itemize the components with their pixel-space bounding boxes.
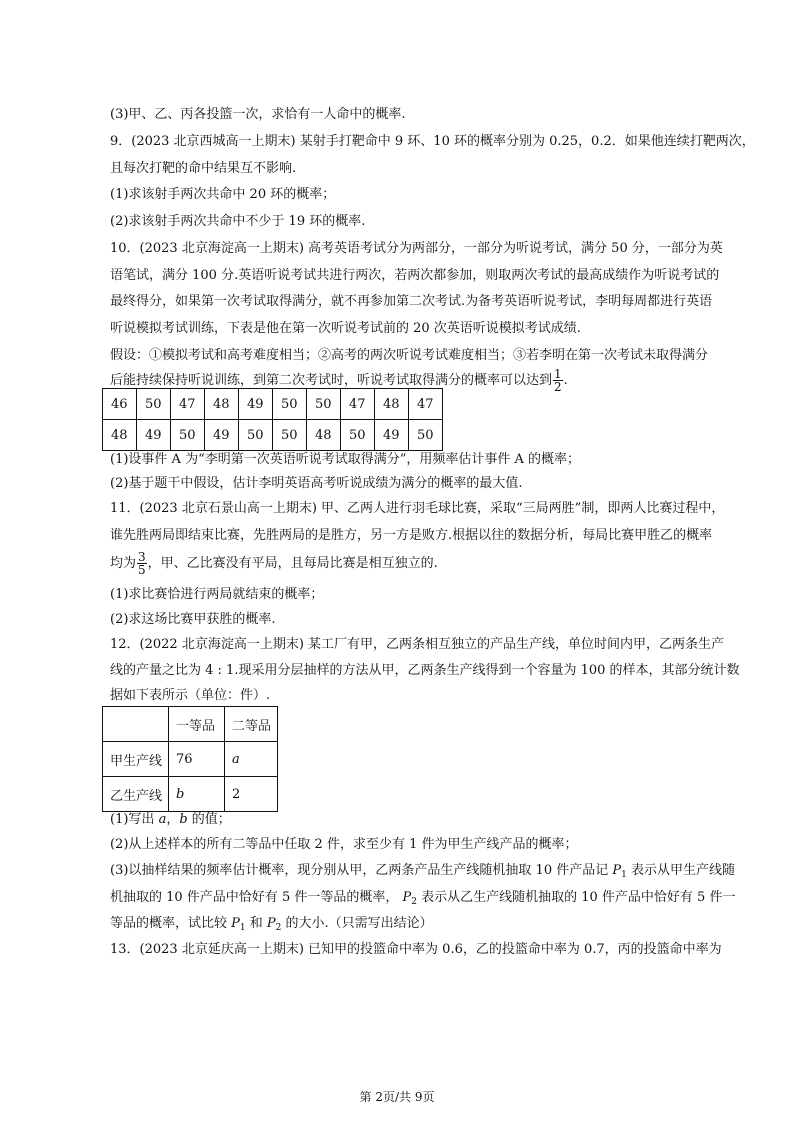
text-line: 听说模拟考试训练，下表是他在第一次听说考试前的 20 次英语听说模拟考试成绩. [110, 321, 581, 336]
table-cell: 50 [307, 389, 341, 420]
text-line [110, 811, 231, 829]
table-cell: a [225, 742, 278, 777]
text-line [110, 915, 433, 937]
table-cell: 49 [375, 420, 409, 451]
variable-p: P [402, 890, 412, 905]
table-header-row [103, 707, 278, 742]
table-cell: 50 [409, 420, 443, 451]
subscript: 2 [275, 923, 282, 933]
text-span: 表示从乙生产线随机抽取的 10 件产品中恰好有 5 件一 [416, 890, 736, 905]
fraction-numerator: 1 [554, 367, 562, 381]
table-cell: 49 [137, 420, 171, 451]
table-row [103, 777, 278, 812]
table-cell: 50 [239, 420, 273, 451]
text-span: 和 [245, 916, 267, 931]
text-span: . [563, 373, 568, 388]
text-line: 谁先胜两局即结束比赛，先胜两局的是胜方，另一方是败方.根据以往的数据分析，每局比赛甲胜乙的概率 [110, 528, 713, 543]
fraction-denominator: 2 [554, 380, 562, 394]
text-line: (3)甲、乙、丙各投篮一次，求恰有一人命中的概率. [110, 107, 406, 122]
text-line: (1)求该射手两次共命中 20 环的概率； [110, 187, 336, 202]
table-cell: 49 [205, 420, 239, 451]
text-line: 语笔试，满分 100 分.英语听说考试共进行两次，若两次都参加，则取两次考试的最高成绩作为听说考试的 [110, 268, 720, 283]
subscript: 1 [239, 923, 246, 933]
fraction-one-half [553, 368, 563, 393]
product-table [102, 706, 278, 812]
fraction-numerator: 3 [138, 550, 146, 564]
table-cell: 50 [341, 420, 375, 451]
table-cell: 乙生产线 [103, 777, 169, 812]
text-line: (2)求这场比赛甲获胜的概率. [110, 612, 276, 627]
table-row [103, 389, 443, 420]
table-cell: 47 [341, 389, 375, 420]
table-header-cell [103, 707, 169, 742]
table-cell: 47 [171, 389, 205, 420]
table-cell: 甲生产线 [103, 742, 169, 777]
text-line: 且每次打靶的命中结果互不影响. [110, 161, 297, 176]
table-cell: 47 [409, 389, 443, 420]
table-cell: 50 [171, 420, 205, 451]
variable-p: P [231, 916, 240, 931]
table-cell: 46 [103, 389, 137, 420]
variable-p: P [612, 863, 622, 878]
text-line-with-fraction [110, 543, 438, 585]
variable-b: b [179, 812, 188, 827]
text-line: (1)求比赛恰进行两局就结束的概率； [110, 587, 324, 602]
text-line: (1)设事件 A 为“李明第一次英语听说考试取得满分”，用频率估计事件 A 的概率； [110, 452, 581, 467]
text-span: 表示从甲生产线随 [626, 863, 735, 878]
text-span: 的大小.（只需写出结论） [281, 916, 433, 931]
text-span: (3)以抽样结果的频率估计概率，现分别从甲，乙两条产品生产线随机抽取 10 件产品记 [110, 863, 613, 878]
table-cell: b [169, 777, 225, 812]
variable-p: P [266, 916, 276, 931]
table-cell: 2 [225, 777, 278, 812]
scores-table [102, 388, 443, 451]
text-line [110, 862, 735, 884]
table-cell: 50 [273, 389, 307, 420]
text-line: 假设：①模拟考试和高考难度相当；②高考的两次听说考试难度相当；③若李明在第一次考试未取得满分 [110, 348, 709, 363]
question-11-line: 11．(2023 北京石景山高一上期末) 甲、乙两人进行羽毛球比赛，采取“三局两胜”制，即两人比赛过程中， [110, 501, 725, 516]
table-row [103, 742, 278, 777]
text-span: 后能持续保持听说训练，到第二次考试时，听说考试取得满分的概率可以达到 [110, 373, 553, 388]
text-span: ，甲、乙比赛没有平局，且每局比赛是相互独立的. [147, 556, 438, 571]
table-cell: 48 [103, 420, 137, 451]
table-row [103, 420, 443, 451]
table-cell: 50 [137, 389, 171, 420]
text-line [110, 889, 735, 911]
text-line: (2)求该射手两次共命中不少于 19 环的概率. [110, 214, 366, 229]
table-cell: 76 [169, 742, 225, 777]
table-cell: 48 [375, 389, 409, 420]
text-span: 机抽取的 10 件产品中恰好有 5 件一等品的概率， [110, 890, 403, 905]
table-header-cell: 二等品 [225, 707, 278, 742]
table-header-cell: 一等品 [169, 707, 225, 742]
question-10-line: 10．(2023 北京海淀高一上期末) 高考英语考试分为两部分，一部分为听说考试，满分 50 分，一部分为英 [110, 241, 723, 256]
variable-a: a [158, 812, 167, 827]
text-line: (2)从上述样本的所有二等品中任取 2 件，求至少有 1 件为甲生产线产品的概率； [110, 837, 578, 852]
fraction-three-fifths [137, 551, 147, 576]
table-cell: 50 [273, 420, 307, 451]
text-span: 等品的概率，试比较 [110, 916, 232, 931]
text-line: (2)基于题干中假设，估计李明英语高考听说成绩为满分的概率的最大值. [110, 476, 523, 491]
page-footer: 第 2页/共 9页 [359, 1090, 435, 1104]
text-span: ， [166, 812, 180, 827]
subscript: 2 [411, 897, 417, 907]
subscript: 1 [621, 870, 627, 880]
table-cell: 48 [307, 420, 341, 451]
text-span: (1)写出 [110, 812, 159, 827]
text-line: 最终得分，如果第一次考试取得满分，就不再参加第二次考试.为备考英语听说考试，李明每周都进行英语 [110, 294, 713, 309]
text-line: 线的产量之比为 4 : 1.现采用分层抽样的方法从甲，乙两条生产线得到一个容量为 100 的样本，其部分统计数 [110, 663, 740, 678]
question-9-line: 9．(2023 北京西城高一上期末) 某射手打靶命中 9 环、10 环的概率分别为 0.25，0.2．如果他连续打靶两次， [110, 134, 755, 149]
text-span: 的值； [187, 812, 231, 827]
question-12-line: 12．(2022 北京海淀高一上期末) 某工厂有甲，乙两条相互独立的产品生产线，单位时间内甲，乙两条生产 [110, 637, 725, 652]
text-line: 据如下表所示（单位：件）. [110, 688, 271, 703]
table-cell: 48 [205, 389, 239, 420]
text-span: 均为 [110, 556, 137, 571]
fraction-denominator: 5 [138, 563, 146, 577]
table-cell: 49 [239, 389, 273, 420]
question-13-line: 13．(2023 北京延庆高一上期末) 已知甲的投篮命中率为 0.6，乙的投篮命中率为 0.7，丙的投篮命中率为 [110, 942, 722, 957]
